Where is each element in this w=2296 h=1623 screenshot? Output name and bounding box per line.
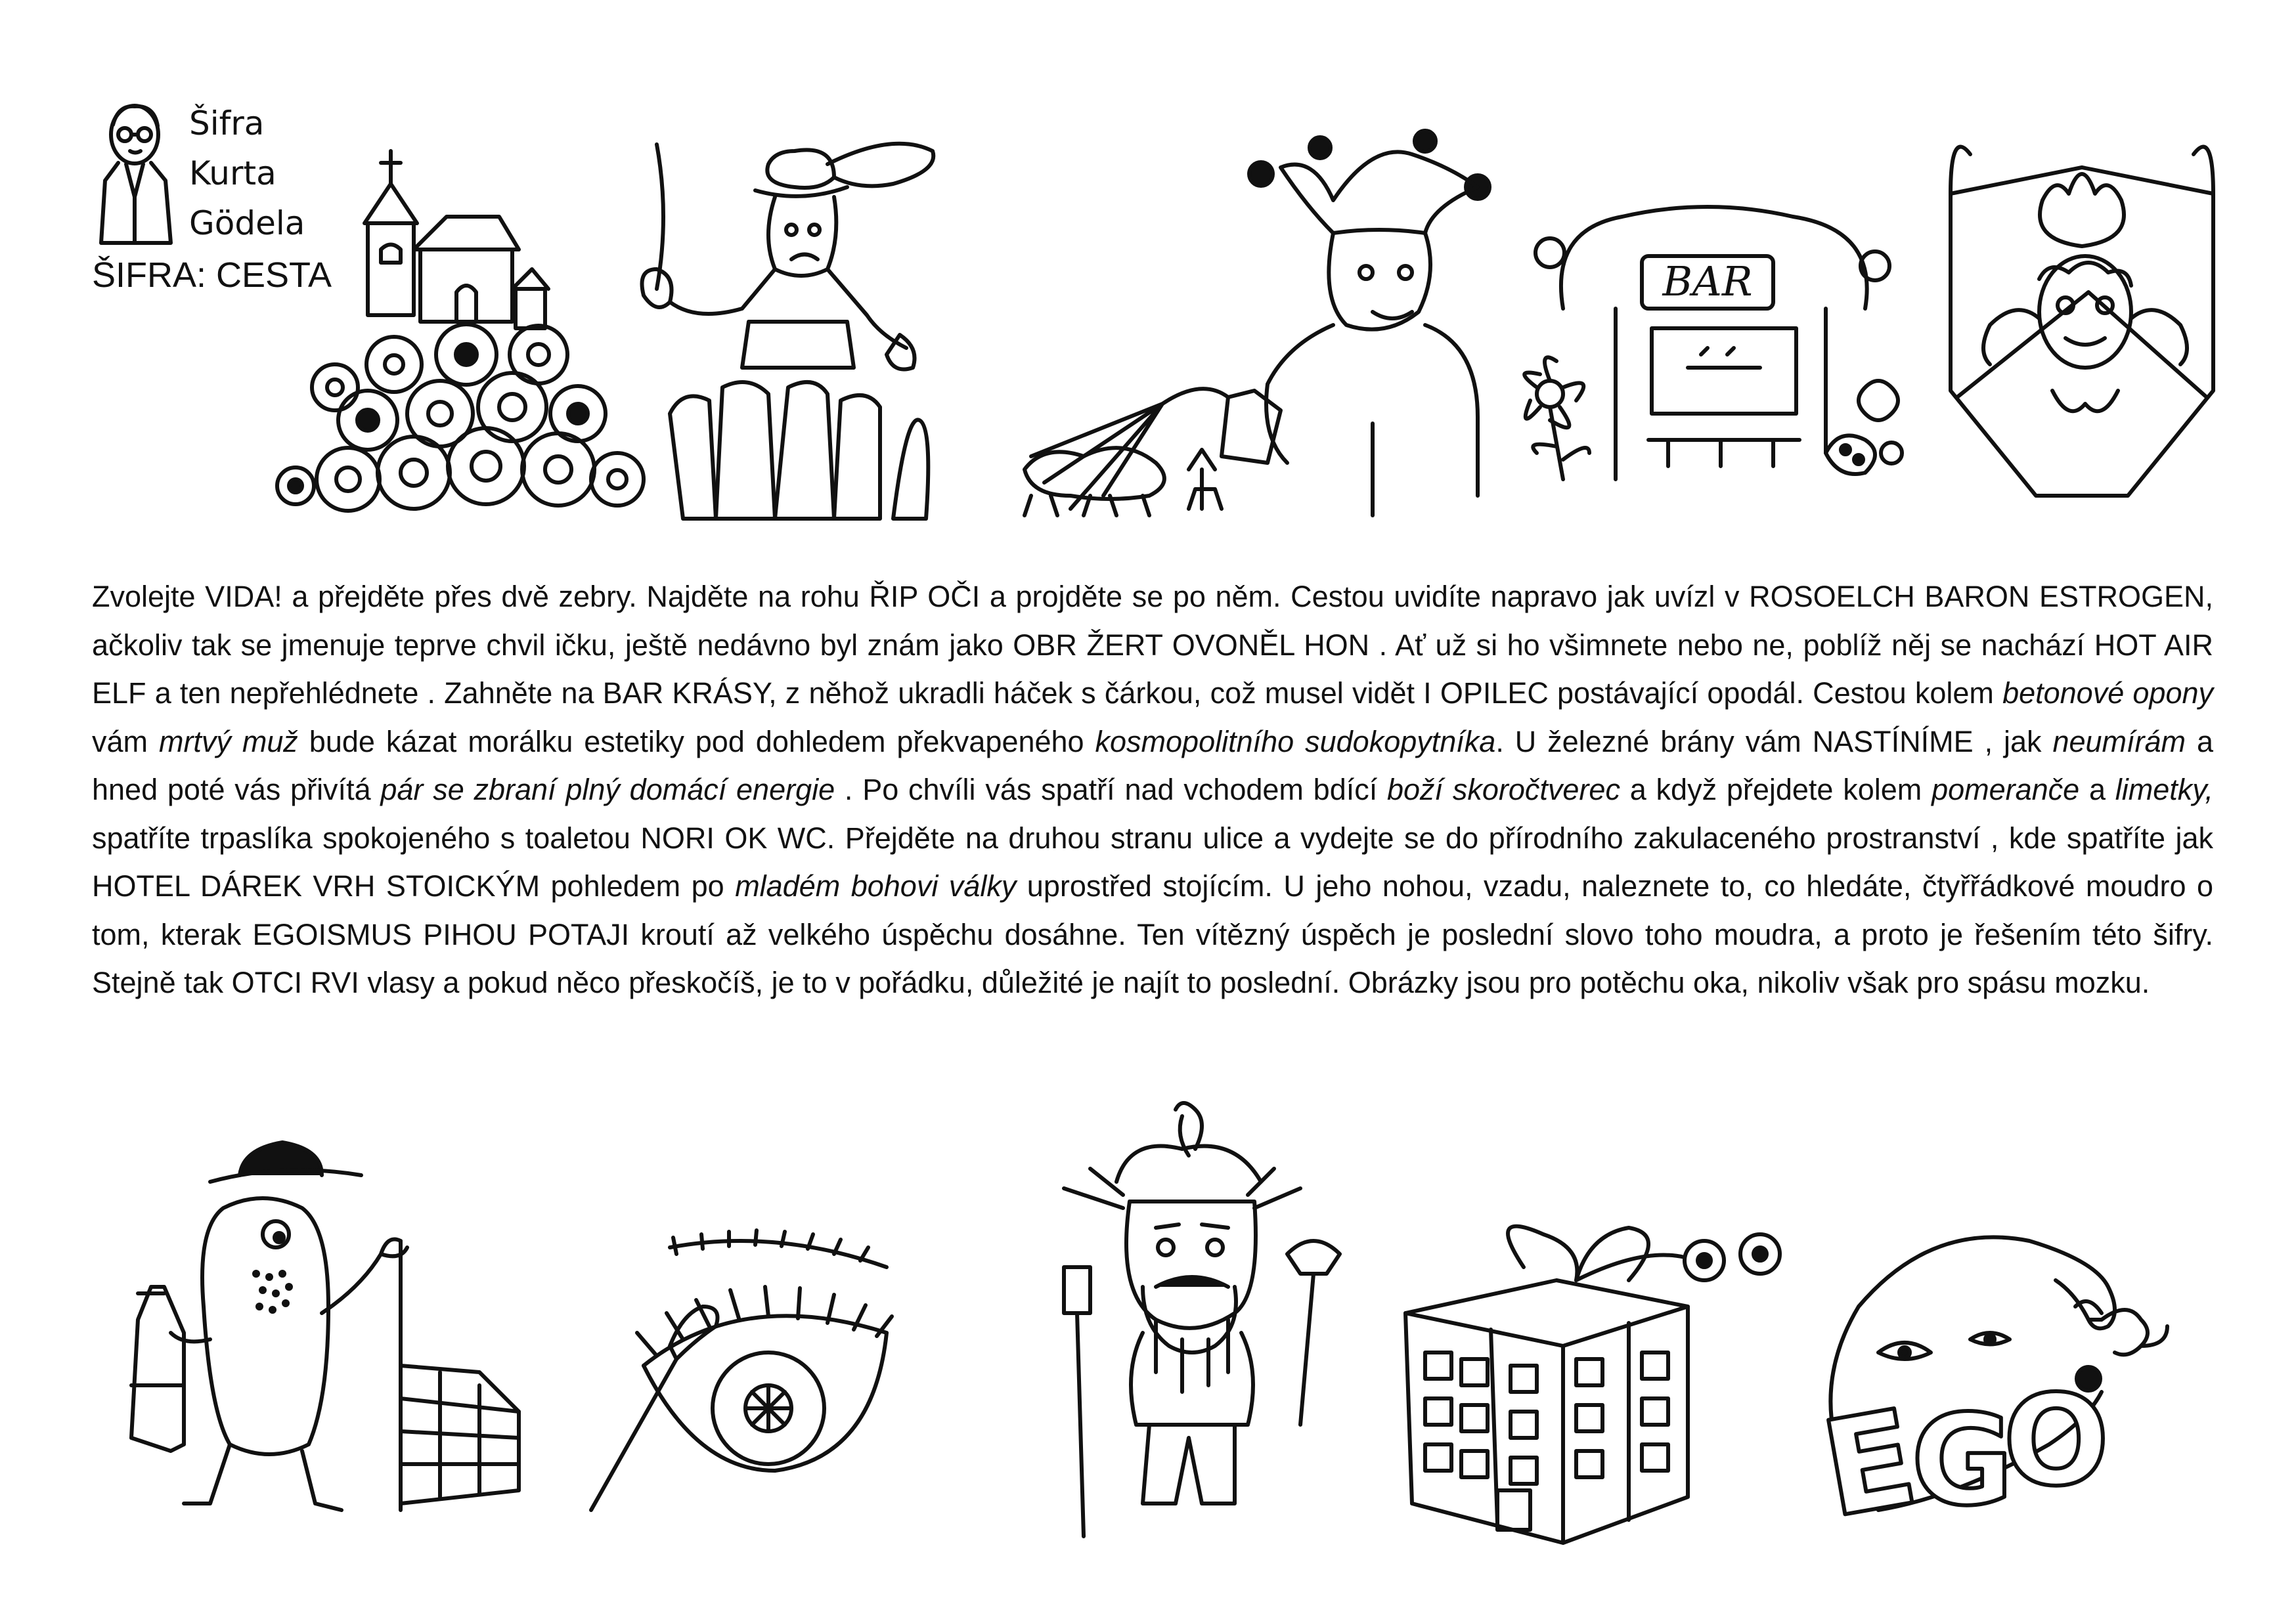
- puzzle-segment: a: [2079, 773, 2115, 806]
- freckles-icon: [254, 1272, 291, 1312]
- puzzle-segment-italic: kosmopolitního sudokopytníka: [1095, 724, 1496, 758]
- puzzle-segment-italic: betonové opony: [2002, 676, 2213, 710]
- jester-spraying-illustration: [1005, 128, 1530, 515]
- gift-hotel-illustration: [1379, 1221, 1786, 1549]
- flower-icon: [1524, 357, 1589, 479]
- puzzle-segment-italic: pomeranče: [1932, 773, 2080, 806]
- logo-line-1: Šifra: [189, 104, 265, 142]
- comet-eyes-icon: [1576, 1234, 1780, 1280]
- drunk-bean-illustration: [112, 1136, 539, 1523]
- puzzle-segment-italic: limetky,: [2115, 773, 2213, 806]
- eye-mascara-illustration: [578, 1234, 946, 1536]
- ego-head-illustration: [1799, 1221, 2174, 1547]
- logo-line-2: Kurta: [189, 154, 276, 192]
- bar-sign: BAR: [1662, 257, 1753, 305]
- ego-letter-e: E: [1812, 1381, 1928, 1547]
- goedel-portrait-icon: [92, 98, 184, 249]
- puzzle-segment-italic: pár se zbraní plný domácí energie: [380, 773, 835, 806]
- puzzle-segment: vám: [92, 724, 159, 758]
- cipher-title: ŠIFRA: CESTA: [92, 255, 332, 295]
- ego-letter-o: O: [2003, 1368, 2109, 1513]
- ladybug-icon: [1826, 435, 1902, 474]
- plunger-icon: [1287, 1241, 1340, 1425]
- eyeball-pile-icon: [277, 324, 644, 511]
- hotel-windows-icon: [1425, 1352, 1668, 1484]
- puzzle-segment-italic: boží skoročtverec: [1387, 773, 1620, 806]
- puzzle-segment: a když přejdete kolem: [1620, 773, 1932, 806]
- puzzle-text: [92, 573, 2213, 1007]
- puzzle-segment: . Po chvíli vás spatří nad vchodem bdící: [835, 773, 1388, 806]
- logo-line-3: Gödela: [189, 204, 305, 242]
- mascara-brush-icon: [591, 1307, 718, 1510]
- puzzle-segment: a hned poté vás přivítá: [92, 724, 2214, 806]
- puzzle-segment: spatříte trpaslíka spokojeného s toaletou NORI OK WC. Přejděte na druhou stranu ulice a vydejte se do přírodního zakulaceného prostranství , kde spatříte jak HOTEL DÁREK VRH STOICKÝM pohledem po: [92, 821, 2213, 903]
- puzzle-segment: . U železné brány vám NASTÍNÍME , jak: [1495, 724, 2053, 758]
- eyeball-hill-castle-illustration: [223, 144, 657, 519]
- animals-herd-icon: [1025, 448, 1222, 515]
- rabbit-eared-baron-illustration: [630, 138, 998, 525]
- ego-letter-g: G: [1911, 1388, 2014, 1533]
- puzzle-segment: uprostřed stojícím. U jeho nohou, vzadu, naleznete to, co hledáte, čtyřřádkové moudro o tom, kterak EGOISMUS PIHOU POTAJI kroutí až velkého úspěchu dosáhne. Ten vítězný úspěch je poslední slovo toho moudra, a proto je řešením této šifry. Stejně tak OTCI RVI vlasy a pokud něco přeskočíš, je to v pořádku, důležité je najít to poslední. Obrázky jsou pro potěchu oka, nikoliv však pro spásu mozku.: [92, 869, 2214, 999]
- puzzle-segment: bude kázat morálku estetiky pod dohledem překvapeného: [298, 724, 1095, 758]
- puzzle-segment-italic: neumírám: [2052, 724, 2186, 758]
- shovel-icon: [1064, 1267, 1090, 1536]
- puzzle-segment-italic: mladém bohovi války: [735, 869, 1017, 903]
- puzzle-segment: Zvolejte VIDA! a přejděte přes dvě zebry. Najděte na rohu ŘIP OČI a projděte se po něm. Cestou uvidíte napravo jak uvízl v ROSOELCH BARON ESTROGEN, ačkoliv tak se jmenuje teprve chvil ičku, ještě nedávno byl znám jako OBR ŽERT OVONĚL HON . Ať už si ho všimnete nebo ne, poblíž něj se nachází HOT AIR ELF a ten nepřehlédnete . Zahněte na BAR KRÁSY, z něhož ukradli háček s čárkou, což musel vidět I OPILEC postávající opodál. Cestou kolem: [92, 580, 2213, 710]
- bar-beauty-illustration: [1511, 177, 1924, 492]
- hot-air-elf-illustration: [1937, 115, 2226, 509]
- puzzle-segment-italic: mrtvý muž: [158, 724, 298, 758]
- dwarf-toilet-illustration: [1025, 1096, 1366, 1543]
